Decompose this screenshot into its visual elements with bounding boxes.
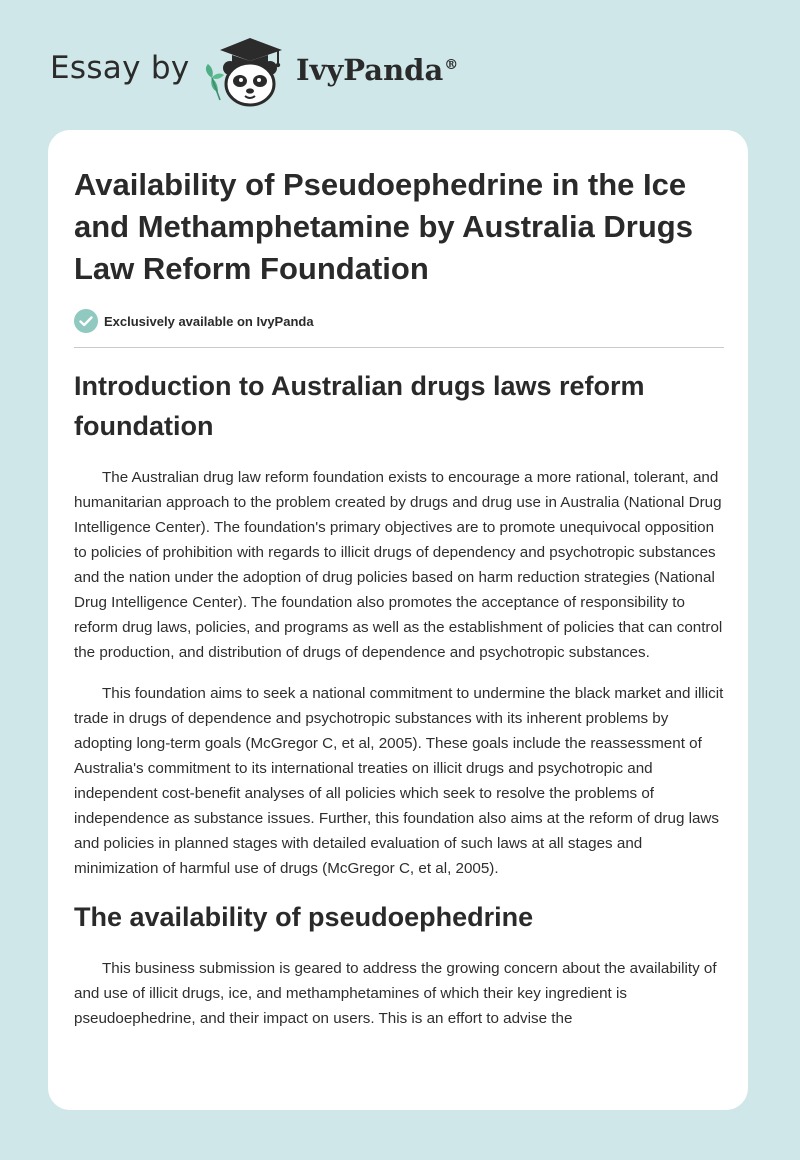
paragraph: This business submission is geared to address the growing concern about the availability of and use of illicit drugs, ice, and methamphetamines of which their key ingredient is pseudoephedrine, and their impact on users. This is an effort to advise the — [74, 960, 717, 1027]
essay-title: Availability of Pseudoephedrine in the Ice and Methamphetamine by Australia Drugs Law Reform Foundation — [74, 167, 693, 286]
section-heading-availability: The availability of pseudoephedrine — [74, 902, 534, 932]
essay-card — [48, 130, 748, 1110]
panda-face-icon — [223, 61, 277, 105]
title-divider — [74, 347, 724, 348]
paragraph: This foundation aims to seek a national commitment to undermine the black market and illicit trade in drugs of dependence and psychotropic substances with its inherent problems by adopting long-term goals (McGregor C, et al, 2005). These goals include the reassessment of Australia's commitment to its international treaties on illicit drugs and psychotropic and independent cost-benefit analyses of all policies which seek to resolve the problems of independence as substance issues. Further, this foundation also aims at the reform of drug laws and policies in planned stages with detailed evaluation of such laws at all stages and minimization of harmful use of drugs (McGregor C, et al, 2005). — [74, 685, 724, 877]
brand-name-text: IvyPanda — [296, 53, 444, 87]
exclusive-badge-text: Exclusively available on IvyPanda — [104, 313, 314, 329]
paragraph: The Australian drug law reform foundation exists to encourage a more rational, tolerant, and humanitarian approach to the problem created by drugs and drug use in Australia (National Drug Intelligence Center). The foundation's primary objectives are to promote unequivocal opposition to policies of prohibition with regards to illicit drugs of dependency and psychotropic substances and the nation under the adoption of drug policies based on harm reduction strategies (National Drug Intelligence Center). The foundation also promotes the acceptance of responsibility to reform drug laws, policies, and programs as well as the establishment of policies that can control the production, and distribution of drugs of dependence and psychotropic substances. — [74, 469, 723, 661]
brand-prefix: Essay by — [50, 50, 190, 86]
exclusive-badge — [74, 308, 724, 334]
registered-mark: ® — [444, 57, 459, 74]
ivypanda-logo-icon[interactable] — [200, 34, 292, 108]
section-heading-introduction: Introduction to Australian drugs laws reform foundation — [74, 371, 645, 441]
essay-content — [74, 164, 724, 1031]
brand-name[interactable] — [296, 53, 458, 87]
site-header — [0, 0, 800, 128]
checkmark-badge-icon — [74, 309, 98, 333]
ivy-leaf-icon — [206, 64, 224, 100]
